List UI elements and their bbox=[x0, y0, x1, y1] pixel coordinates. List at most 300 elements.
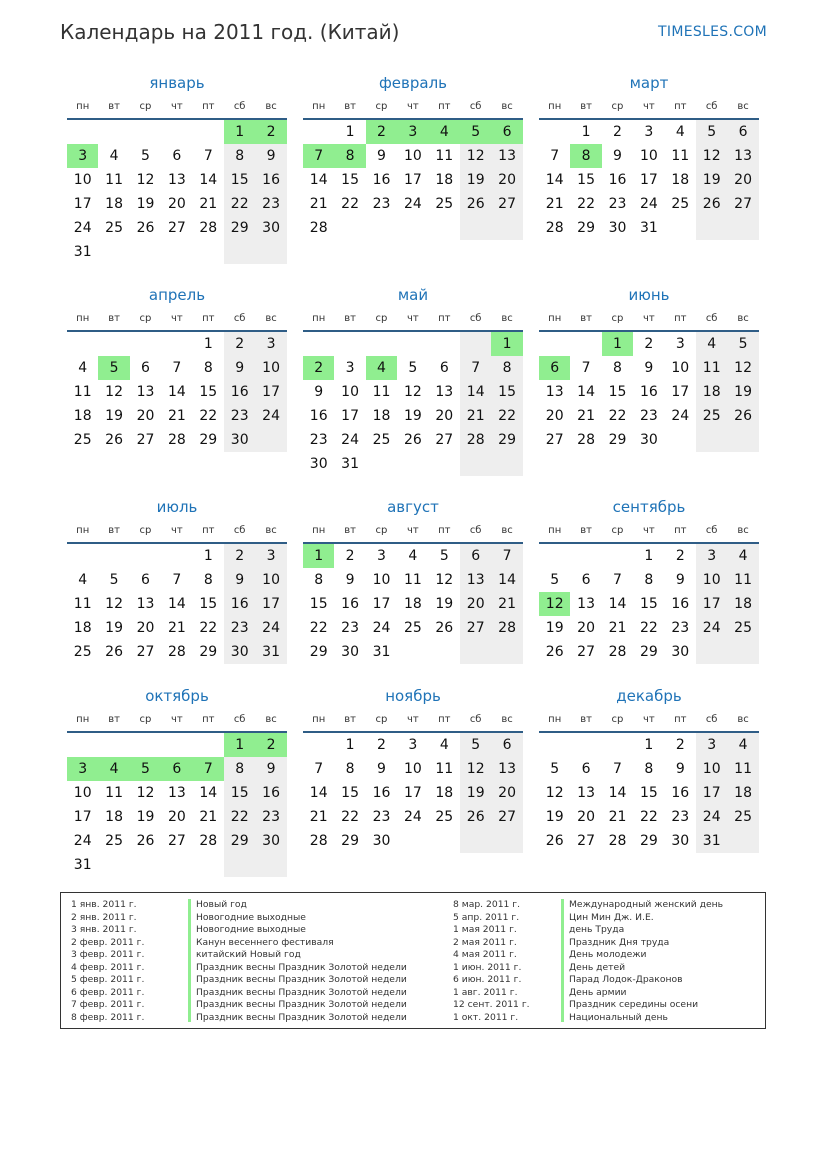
holiday-day-cell: 5 bbox=[460, 120, 491, 144]
day-cell: 13 bbox=[167, 785, 186, 801]
weekend-empty-cell bbox=[460, 216, 491, 240]
day-cell: 24 bbox=[73, 833, 92, 849]
day-cell: 19 bbox=[105, 408, 123, 424]
day-cell: 2 bbox=[224, 544, 255, 568]
weekday-label: вт bbox=[108, 100, 120, 112]
day-cell: 14 bbox=[608, 596, 627, 612]
month-5 bbox=[303, 284, 523, 476]
day-cell: 29 bbox=[199, 644, 218, 660]
weekday-label: ср bbox=[139, 524, 152, 536]
day-cell: 15 bbox=[199, 596, 218, 612]
day-cell: 16 bbox=[224, 380, 255, 404]
brand-link[interactable]: TIMESLES.COM bbox=[658, 24, 767, 40]
day-cell: 21 bbox=[309, 196, 328, 212]
day-cell: 4 bbox=[78, 572, 88, 588]
day-cell: 16 bbox=[309, 408, 328, 424]
weekday-header bbox=[303, 306, 523, 332]
holiday-day-cell: 1 bbox=[602, 332, 633, 356]
day-cell: 25 bbox=[73, 644, 92, 660]
day-cell: 10 bbox=[403, 761, 422, 777]
weekend-empty-cell bbox=[696, 428, 727, 452]
weekday-label: ср bbox=[139, 312, 152, 324]
month-10 bbox=[67, 685, 287, 877]
day-cell: 11 bbox=[403, 572, 422, 588]
day-cell: 11 bbox=[727, 568, 758, 592]
day-cell: 11 bbox=[435, 761, 454, 777]
day-cell: 23 bbox=[671, 809, 690, 825]
day-cell: 12 bbox=[460, 757, 491, 781]
day-cell: 27 bbox=[460, 616, 491, 640]
day-cell: 19 bbox=[460, 781, 491, 805]
day-cell: 19 bbox=[435, 596, 454, 612]
weekend-empty-cell bbox=[491, 452, 522, 476]
day-cell: 14 bbox=[167, 596, 186, 612]
day-cell: 3 bbox=[696, 544, 727, 568]
holiday-day-cell: 3 bbox=[67, 144, 98, 168]
legend-name: Праздник середины осени bbox=[569, 999, 699, 1010]
day-cell: 28 bbox=[545, 220, 564, 236]
day-cell: 8 bbox=[314, 572, 324, 588]
day-cell: 25 bbox=[696, 404, 727, 428]
day-cell: 15 bbox=[491, 380, 522, 404]
day-cell: 9 bbox=[255, 757, 286, 781]
day-cell: 7 bbox=[203, 148, 213, 164]
day-cell: 1 bbox=[644, 548, 654, 564]
weekday-label: пн bbox=[76, 100, 90, 112]
weekday-label: пн bbox=[76, 713, 90, 725]
weekday-label: вт bbox=[580, 100, 592, 112]
day-cell: 24 bbox=[255, 404, 286, 428]
day-cell: 22 bbox=[224, 192, 255, 216]
day-cell: 27 bbox=[435, 432, 454, 448]
day-cell: 10 bbox=[639, 148, 658, 164]
month-8 bbox=[303, 496, 523, 664]
weekday-label: сб bbox=[469, 524, 482, 536]
weekend-empty-cell bbox=[460, 452, 491, 476]
holiday-day-cell: 4 bbox=[98, 757, 129, 781]
day-cell: 25 bbox=[435, 196, 454, 212]
weekday-label: ср bbox=[375, 713, 388, 725]
day-cell: 23 bbox=[639, 408, 658, 424]
day-cell: 11 bbox=[105, 785, 123, 801]
weekday-label: пн bbox=[312, 100, 326, 112]
day-cell: 27 bbox=[577, 644, 595, 660]
day-cell: 23 bbox=[372, 809, 391, 825]
weekday-label: пт bbox=[438, 100, 451, 112]
day-cell: 7 bbox=[491, 544, 522, 568]
day-cell: 10 bbox=[73, 785, 92, 801]
day-cell: 22 bbox=[639, 620, 658, 636]
month-1 bbox=[67, 72, 287, 264]
legend-name: Праздник весны Праздник Золотой недели bbox=[196, 961, 407, 973]
legend-name: Международный женский день bbox=[569, 899, 724, 910]
day-cell: 16 bbox=[608, 172, 627, 188]
legend-date: 5 февр. 2011 г. bbox=[71, 974, 145, 985]
holiday-day-cell: 1 bbox=[224, 120, 255, 144]
day-cell: 30 bbox=[372, 833, 391, 849]
weekday-label: пн bbox=[76, 524, 90, 536]
weekday-label: вс bbox=[265, 312, 277, 324]
day-cell: 7 bbox=[314, 761, 324, 777]
day-cell: 6 bbox=[581, 761, 591, 777]
day-cell: 30 bbox=[224, 428, 255, 452]
weekday-label: пн bbox=[312, 524, 326, 536]
weekday-label: чт bbox=[407, 312, 419, 324]
day-cell: 22 bbox=[608, 408, 627, 424]
day-cell: 27 bbox=[545, 432, 564, 448]
day-cell: 13 bbox=[727, 144, 758, 168]
day-cell: 17 bbox=[696, 781, 727, 805]
day-grid bbox=[303, 332, 523, 476]
day-cell: 2 bbox=[224, 332, 255, 356]
day-cell: 12 bbox=[460, 144, 491, 168]
legend-name: Праздник Дня труда bbox=[569, 936, 670, 948]
day-cell: 20 bbox=[577, 809, 595, 825]
weekday-label: чт bbox=[171, 524, 183, 536]
legend-date: 8 февр. 2011 г. bbox=[71, 1011, 145, 1023]
day-cell: 13 bbox=[491, 144, 522, 168]
legend-date: 4 февр. 2011 г. bbox=[71, 961, 145, 973]
day-cell: 22 bbox=[341, 196, 359, 212]
day-grid bbox=[303, 544, 523, 664]
legend-name: Праздник весны Праздник Золотой недели bbox=[196, 986, 407, 998]
weekday-label: пт bbox=[202, 312, 215, 324]
weekday-label: ср bbox=[611, 713, 624, 725]
day-cell: 18 bbox=[696, 380, 727, 404]
legend-name: Национальный день bbox=[569, 1011, 668, 1023]
day-cell: 4 bbox=[408, 548, 418, 564]
day-cell: 8 bbox=[613, 360, 622, 376]
day-cell: 5 bbox=[408, 360, 418, 376]
day-cell: 6 bbox=[141, 572, 150, 588]
day-cell: 2 bbox=[644, 336, 654, 352]
day-cell: 23 bbox=[372, 196, 391, 212]
day-cell: 25 bbox=[435, 809, 454, 825]
day-cell: 17 bbox=[73, 809, 92, 825]
day-cell: 23 bbox=[671, 620, 690, 636]
day-cell: 12 bbox=[403, 384, 422, 400]
legend-name: Парад Лодок-Драконов bbox=[569, 974, 683, 985]
day-cell: 24 bbox=[671, 408, 690, 424]
month-11 bbox=[303, 685, 523, 853]
weekday-label: пн bbox=[548, 100, 562, 112]
weekend-empty-cell bbox=[255, 240, 286, 264]
day-grid bbox=[67, 544, 287, 664]
day-cell: 9 bbox=[675, 761, 685, 777]
weekday-label: сб bbox=[705, 524, 718, 536]
day-cell: 23 bbox=[224, 616, 255, 640]
month-4 bbox=[67, 284, 287, 452]
weekday-label: вс bbox=[737, 100, 749, 112]
legend-date: 2 янв. 2011 г. bbox=[71, 911, 137, 923]
day-cell: 17 bbox=[73, 196, 92, 212]
weekday-label: пт bbox=[438, 312, 451, 324]
day-cell: 3 bbox=[675, 336, 685, 352]
day-cell: 2 bbox=[377, 737, 386, 753]
day-cell: 29 bbox=[491, 428, 522, 452]
day-cell: 13 bbox=[577, 785, 595, 801]
day-cell: 5 bbox=[460, 733, 491, 757]
weekday-label: пт bbox=[438, 713, 451, 725]
legend-right-dates bbox=[453, 899, 530, 1024]
day-cell: 29 bbox=[341, 833, 359, 849]
day-cell: 9 bbox=[255, 144, 286, 168]
day-cell: 16 bbox=[255, 168, 286, 192]
legend-name: День молодежи bbox=[569, 949, 647, 960]
day-cell: 10 bbox=[671, 360, 690, 376]
weekend-empty-cell bbox=[460, 829, 491, 853]
weekday-label: сб bbox=[469, 312, 482, 324]
day-cell: 25 bbox=[727, 616, 758, 640]
day-cell: 3 bbox=[255, 544, 286, 568]
day-cell: 5 bbox=[439, 548, 449, 564]
weekday-label: вт bbox=[580, 312, 592, 324]
day-cell: 14 bbox=[309, 172, 328, 188]
day-cell: 17 bbox=[341, 408, 359, 424]
day-cell: 15 bbox=[341, 785, 359, 801]
weekday-label: чт bbox=[407, 713, 419, 725]
legend-name: Праздник весны Праздник Золотой недели bbox=[196, 1011, 407, 1023]
weekday-header bbox=[539, 306, 759, 332]
day-cell: 17 bbox=[255, 592, 286, 616]
holiday-day-cell: 6 bbox=[161, 757, 192, 781]
day-cell: 4 bbox=[696, 332, 727, 356]
legend-date: 2 мая 2011 г. bbox=[453, 936, 517, 948]
day-cell: 7 bbox=[550, 148, 560, 164]
weekday-label: вс bbox=[737, 524, 749, 536]
day-cell: 30 bbox=[671, 644, 690, 660]
day-cell: 20 bbox=[460, 592, 491, 616]
day-cell: 23 bbox=[608, 196, 627, 212]
day-cell: 21 bbox=[608, 620, 627, 636]
day-cell: 8 bbox=[345, 761, 355, 777]
day-cell: 19 bbox=[403, 408, 422, 424]
day-cell: 8 bbox=[224, 144, 255, 168]
day-cell: 25 bbox=[105, 220, 123, 236]
day-cell: 31 bbox=[372, 644, 391, 660]
month-name: декабрь bbox=[616, 687, 682, 705]
day-cell: 9 bbox=[613, 148, 622, 164]
day-cell: 12 bbox=[136, 172, 155, 188]
day-cell: 15 bbox=[224, 168, 255, 192]
day-cell: 24 bbox=[372, 620, 391, 636]
day-cell: 28 bbox=[167, 644, 186, 660]
day-cell: 3 bbox=[696, 733, 727, 757]
day-cell: 13 bbox=[460, 568, 491, 592]
month-7 bbox=[67, 496, 287, 664]
legend-date: 1 окт. 2011 г. bbox=[453, 1011, 519, 1023]
day-cell: 16 bbox=[671, 785, 690, 801]
day-cell: 27 bbox=[491, 192, 522, 216]
weekday-label: пн bbox=[76, 312, 90, 324]
day-cell: 29 bbox=[199, 432, 218, 448]
day-cell: 13 bbox=[136, 384, 155, 400]
day-cell: 26 bbox=[105, 432, 123, 448]
day-cell: 27 bbox=[491, 805, 522, 829]
weekend-empty-cell bbox=[491, 829, 522, 853]
day-cell: 28 bbox=[309, 833, 328, 849]
day-cell: 20 bbox=[167, 196, 186, 212]
day-cell: 26 bbox=[545, 833, 564, 849]
day-cell: 12 bbox=[727, 356, 758, 380]
legend-date: 2 февр. 2011 г. bbox=[71, 936, 145, 948]
weekend-empty-cell bbox=[460, 332, 491, 356]
day-cell: 22 bbox=[224, 805, 255, 829]
day-cell: 23 bbox=[255, 805, 286, 829]
weekend-empty-cell bbox=[727, 640, 758, 664]
day-cell: 28 bbox=[309, 220, 328, 236]
day-cell: 24 bbox=[403, 196, 422, 212]
day-cell: 15 bbox=[577, 172, 595, 188]
day-cell: 12 bbox=[136, 785, 155, 801]
day-cell: 21 bbox=[491, 592, 522, 616]
holiday-day-cell: 8 bbox=[334, 144, 365, 168]
day-cell: 11 bbox=[727, 757, 758, 781]
day-cell: 21 bbox=[167, 620, 186, 636]
day-cell: 10 bbox=[696, 757, 727, 781]
day-cell: 25 bbox=[372, 432, 391, 448]
day-cell: 31 bbox=[255, 640, 286, 664]
day-cell: 22 bbox=[341, 809, 359, 825]
day-cell: 22 bbox=[491, 404, 522, 428]
day-cell: 30 bbox=[639, 432, 658, 448]
weekday-label: чт bbox=[643, 713, 655, 725]
day-cell: 21 bbox=[199, 809, 218, 825]
day-cell: 18 bbox=[435, 785, 454, 801]
day-cell: 17 bbox=[696, 592, 727, 616]
month-name: февраль bbox=[378, 74, 448, 92]
day-cell: 17 bbox=[403, 785, 422, 801]
day-cell: 27 bbox=[136, 432, 155, 448]
day-cell: 29 bbox=[224, 829, 255, 853]
day-cell: 22 bbox=[577, 196, 595, 212]
weekday-label: пн bbox=[312, 312, 326, 324]
day-cell: 29 bbox=[639, 833, 658, 849]
weekday-label: вс bbox=[737, 312, 749, 324]
day-grid bbox=[67, 332, 287, 452]
weekday-label: вс bbox=[501, 100, 513, 112]
day-cell: 29 bbox=[309, 644, 328, 660]
weekday-label: чт bbox=[171, 100, 183, 112]
holiday-day-cell: 5 bbox=[130, 757, 161, 781]
legend-name: день Труда bbox=[569, 924, 625, 935]
weekday-label: сб bbox=[705, 100, 718, 112]
weekday-label: вт bbox=[108, 524, 120, 536]
day-cell: 6 bbox=[727, 120, 758, 144]
day-cell: 20 bbox=[136, 408, 155, 424]
day-grid bbox=[303, 120, 523, 240]
legend-date: 1 авг. 2011 г. bbox=[453, 986, 518, 998]
day-cell: 28 bbox=[577, 432, 595, 448]
day-cell: 18 bbox=[435, 172, 454, 188]
day-cell: 4 bbox=[675, 124, 685, 140]
day-cell: 5 bbox=[727, 332, 758, 356]
holiday-day-cell: 6 bbox=[539, 356, 570, 380]
day-cell: 26 bbox=[136, 220, 155, 236]
day-cell: 15 bbox=[608, 384, 627, 400]
weekend-empty-cell bbox=[491, 640, 522, 664]
day-cell: 10 bbox=[255, 356, 286, 380]
day-cell: 26 bbox=[460, 805, 491, 829]
month-name: май bbox=[397, 286, 429, 304]
day-cell: 25 bbox=[105, 833, 123, 849]
weekend-empty-cell bbox=[727, 428, 758, 452]
day-cell: 24 bbox=[255, 616, 286, 640]
weekday-label: вт bbox=[344, 524, 356, 536]
legend-date: 5 апр. 2011 г. bbox=[453, 911, 520, 923]
weekday-label: ср bbox=[139, 100, 152, 112]
day-cell: 15 bbox=[199, 384, 218, 400]
weekend-empty-cell bbox=[460, 640, 491, 664]
day-cell: 16 bbox=[372, 172, 391, 188]
legend-name: Праздник весны Праздник Золотой недели bbox=[196, 974, 407, 985]
weekday-label: чт bbox=[407, 524, 419, 536]
legend-name: Новый год bbox=[196, 899, 247, 910]
day-cell: 21 bbox=[199, 196, 218, 212]
day-cell: 4 bbox=[109, 148, 119, 164]
day-cell: 9 bbox=[377, 148, 386, 164]
day-cell: 2 bbox=[675, 737, 685, 753]
day-cell: 12 bbox=[435, 572, 454, 588]
weekday-label: вт bbox=[108, 312, 120, 324]
day-cell: 5 bbox=[141, 148, 150, 164]
day-cell: 11 bbox=[696, 356, 727, 380]
day-cell: 3 bbox=[255, 332, 286, 356]
day-cell: 18 bbox=[671, 172, 690, 188]
holiday-day-cell: 3 bbox=[67, 757, 98, 781]
day-cell: 1 bbox=[345, 737, 355, 753]
page-title: Календарь на 2011 год. (Китай) bbox=[60, 20, 400, 44]
day-cell: 30 bbox=[671, 833, 690, 849]
day-cell: 25 bbox=[403, 620, 422, 636]
day-cell: 28 bbox=[608, 833, 627, 849]
day-cell: 11 bbox=[435, 148, 454, 164]
weekday-label: сб bbox=[705, 312, 718, 324]
month-name: июль bbox=[156, 498, 198, 516]
day-cell: 24 bbox=[696, 805, 727, 829]
day-cell: 7 bbox=[172, 360, 182, 376]
day-cell: 14 bbox=[309, 785, 328, 801]
weekday-label: пт bbox=[674, 100, 687, 112]
day-cell: 21 bbox=[608, 809, 627, 825]
day-grid bbox=[67, 733, 287, 877]
holiday-day-cell: 6 bbox=[491, 120, 522, 144]
holiday-day-cell: 1 bbox=[224, 733, 255, 757]
day-cell: 11 bbox=[73, 596, 92, 612]
day-cell: 9 bbox=[644, 360, 654, 376]
day-cell: 14 bbox=[199, 172, 218, 188]
day-cell: 21 bbox=[545, 196, 564, 212]
day-cell: 13 bbox=[545, 384, 564, 400]
day-cell: 7 bbox=[613, 572, 622, 588]
day-cell: 6 bbox=[460, 544, 491, 568]
day-cell: 6 bbox=[172, 148, 182, 164]
day-cell: 19 bbox=[105, 620, 123, 636]
weekday-header bbox=[67, 518, 287, 544]
weekday-label: ср bbox=[611, 312, 624, 324]
day-cell: 13 bbox=[491, 757, 522, 781]
weekday-label: вс bbox=[265, 524, 277, 536]
legend-right-names bbox=[569, 899, 723, 1024]
weekend-empty-cell bbox=[491, 216, 522, 240]
weekday-label: сб bbox=[233, 100, 246, 112]
day-cell: 10 bbox=[73, 172, 92, 188]
weekday-label: пт bbox=[674, 713, 687, 725]
weekday-label: вс bbox=[265, 100, 277, 112]
weekday-label: ср bbox=[139, 713, 152, 725]
day-cell: 21 bbox=[309, 809, 328, 825]
day-cell: 17 bbox=[671, 384, 690, 400]
